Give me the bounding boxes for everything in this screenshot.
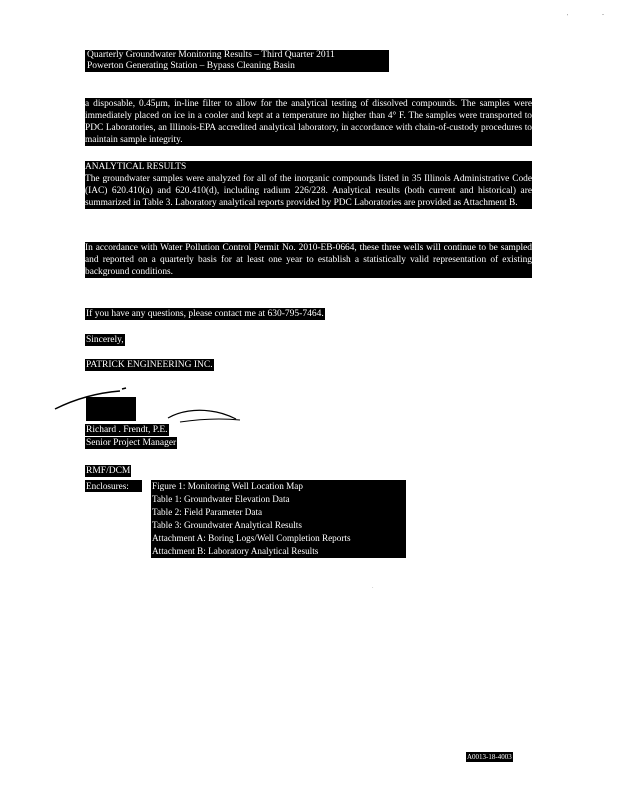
paragraph-text: a disposable, 0.45μm, in-line filter to allow for the analytical testing of dissolved compounds. The samples were immediately placed on ice in a cooler and kept at a temperature no higher than 4° F. The samples were transported to PDC Laboratories, an Illinois-EPA accredited analytical laboratory, in accordance with chain-of-custody procedures to maintain sample integrity. <box>85 99 532 145</box>
list-item: Table 3: Groundwater Analytical Results <box>152 520 302 530</box>
analytical-results-section <box>85 161 532 209</box>
list-item: Table 1: Groundwater Elevation Data <box>152 494 290 504</box>
page-header <box>85 50 389 72</box>
enclosures-list <box>151 480 406 558</box>
enclosures-label: Enclosures: <box>85 480 142 492</box>
sampling-paragraph <box>85 98 532 146</box>
paragraph-text: In accordance with Water Pollution Control Permit No. 2010-EB-0664, these three wells will continue to be sampled and reported on a quarterly basis for at least one year to establish a statistically valid representation of existing background conditions. <box>85 243 532 277</box>
initials: RMF/DCM <box>86 466 131 476</box>
company-name: PATRICK ENGINEERING INC. <box>86 360 213 370</box>
list-item: Attachment A: Boring Logs/Well Completion Reports <box>152 533 351 543</box>
list-item: Table 2: Field Parameter Data <box>152 507 263 517</box>
section-heading: ANALYTICAL RESULTS <box>85 162 187 172</box>
header-subtitle: Powerton Generating Station – Bypass Cleaning Basin <box>87 61 295 71</box>
permit-paragraph <box>85 242 532 278</box>
signer-title: Senior Project Manager <box>86 438 177 448</box>
signer-name: Richard . Frendt, P.E. <box>86 425 168 435</box>
scan-mark: ‑ <box>602 12 604 18</box>
scan-mark: . <box>372 584 374 590</box>
list-item: Figure 1: Monitoring Well Location Map <box>152 481 303 491</box>
header-title: Quarterly Groundwater Monitoring Results – Third Quarter 2011 <box>87 50 335 60</box>
list-item: Attachment B: Laboratory Analytical Results <box>152 546 319 556</box>
closing-salutation: Sincerely, <box>86 335 124 345</box>
contact-line: If you have any questions, please contact me at 630-795-7464. <box>86 309 324 319</box>
scan-mark: ' <box>567 14 569 20</box>
paragraph-text: The groundwater samples were analyzed for all of the inorganic compounds listed in 35 Illinois Administrative Code (IAC) 620.410(a) and 620.410(d), including radium 226/228. Analytical results (both current and historical) are summarized in Table 3. Laboratory analytical reports provided by PDC Laboratories are provided as Attachment B. <box>85 174 532 208</box>
document-id: A0013-18-4003 <box>467 753 512 761</box>
